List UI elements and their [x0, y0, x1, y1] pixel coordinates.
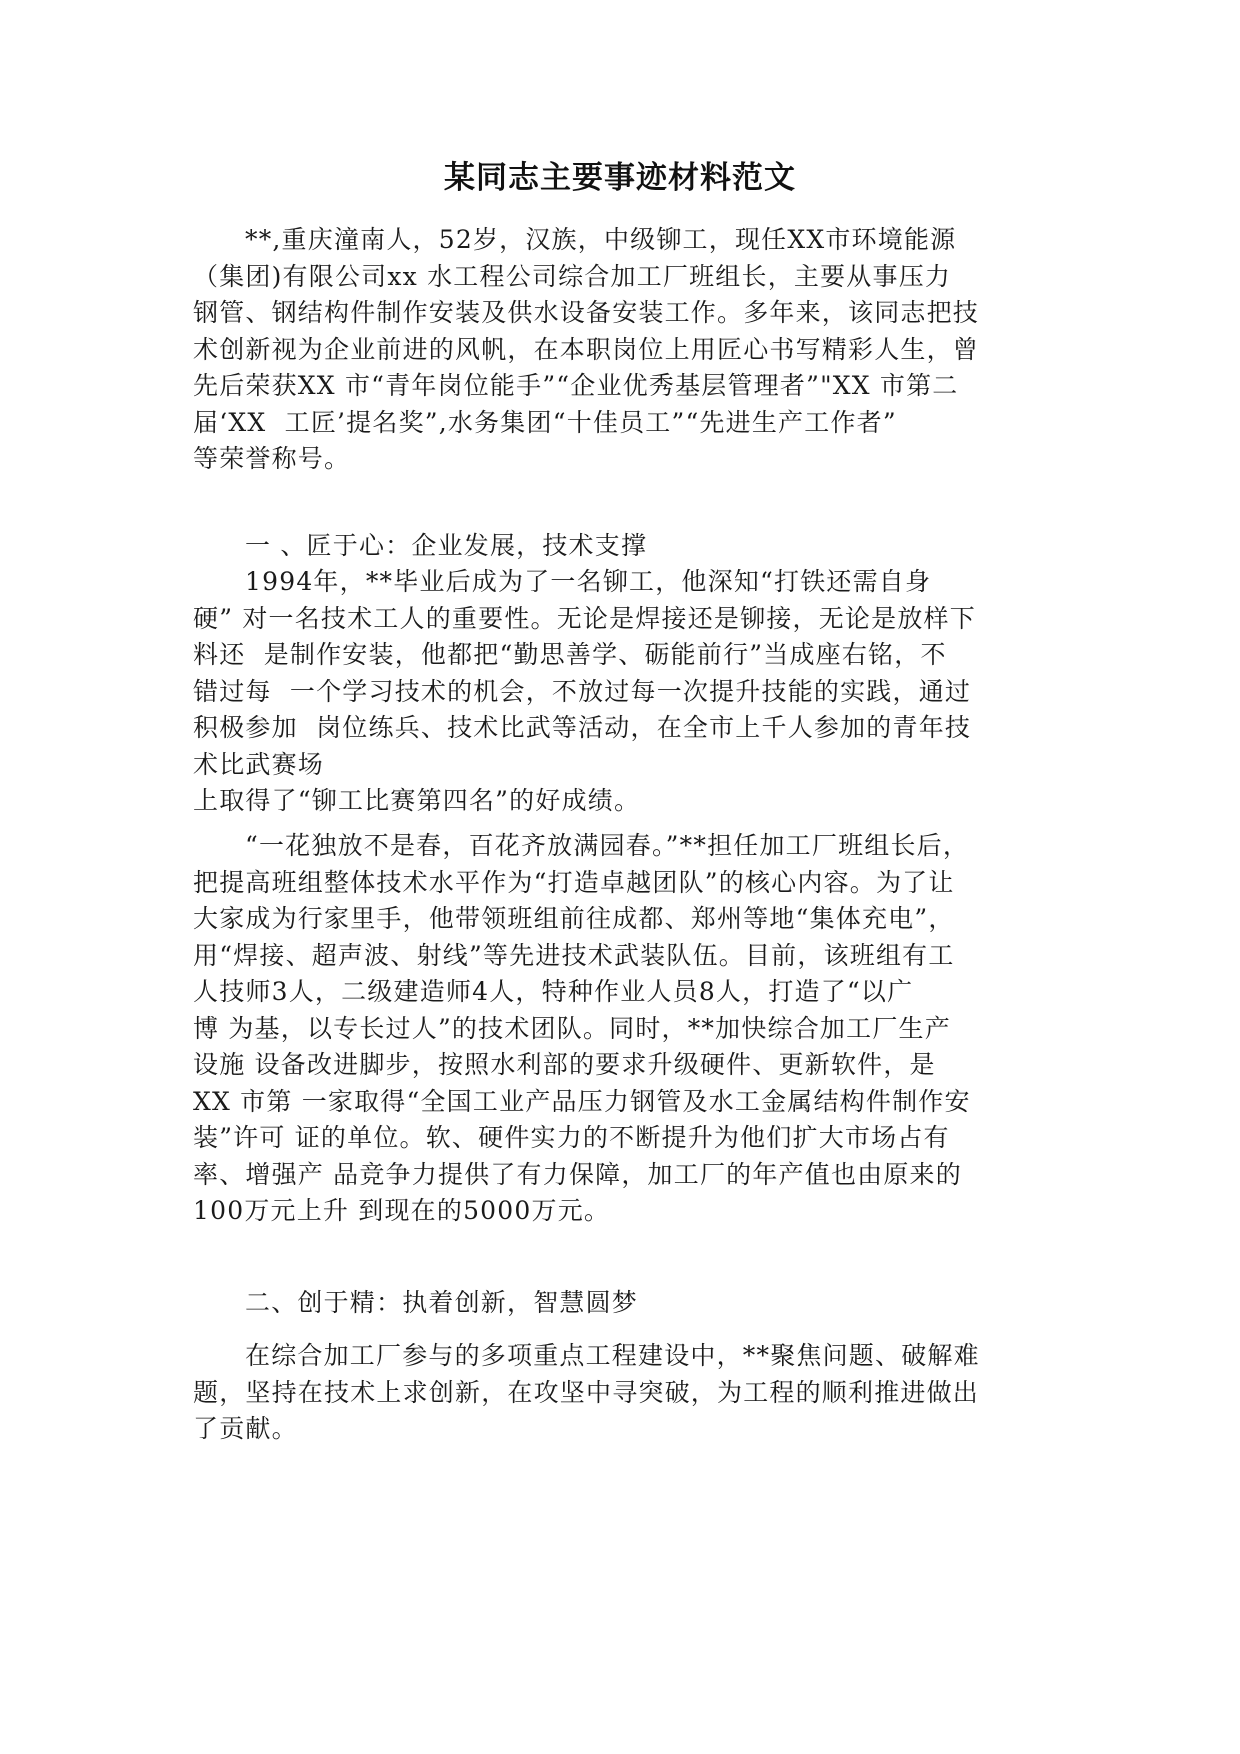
text-line: 先后荣获XX 市“青年岗位能手”“企业优秀基层管理者”"XX 市第二 — [193, 371, 959, 400]
heading-text: 二、创于精：执着创新，智慧圆梦 — [245, 1288, 639, 1317]
text-line: 大家成为行家里手，他带领班组前往成都、郑州等地“集体充电”， — [193, 904, 955, 933]
text-line: （集团)有限公司xx 水工程公司综合加工厂班组长，主要从事压力 — [193, 261, 952, 291]
section1-paragraph-2 — [193, 828, 1053, 1230]
intro-paragraph — [193, 222, 1053, 478]
text-line: 术创新视为企业前进的风帆，在本职岗位上用匠心书写精彩人生，曾 — [193, 334, 980, 364]
text-line: 人技师3人，二级建造师4人，特种作业人员8人，打造了“以广 — [193, 977, 914, 1006]
text-line: 错过每 一个学习技术的机会，不放过每一次提升技能的实践，通过 — [193, 676, 972, 706]
section-heading-2 — [193, 1285, 1053, 1322]
text-line: 上取得了“铆工比赛第四名”的好成绩。 — [193, 786, 641, 815]
text-line: 1994年，**毕业后成为了一名铆工，他深知“打铁还需自身 — [245, 567, 932, 596]
document-title: 某同志主要事迹材料范文 — [444, 160, 796, 196]
text-line: 术比武赛场 — [193, 749, 325, 779]
text-line: XX 市第 一家取得“全国工业产品压力钢管及水工金属结构件制作安 — [193, 1086, 971, 1116]
text-line: 用“焊接、超声波、射线”等先进技术武装队伍。目前，该班组有工 — [193, 940, 955, 970]
section-heading-1 — [193, 528, 1053, 565]
text-line: 等荣誉称号。 — [193, 444, 351, 473]
text-line: 率、增强产 品竞争力提供了有力保障，加工厂的年产值也由原来的 — [193, 1159, 962, 1189]
text-line: 设施 设备改进脚步，按照水利部的要求升级硬件、更新软件，是 — [193, 1050, 936, 1079]
text-line: 把提高班组整体技术水平作为“打造卓越团队”的核心内容。为了让 — [193, 867, 955, 897]
section1-paragraph-1 — [193, 564, 1053, 820]
text-line: 在综合加工厂参与的多项重点工程建设中，**聚焦问题、破解难 — [245, 1341, 980, 1370]
text-line: 了贡献。 — [193, 1414, 298, 1443]
text-line: 博 为基，以专长过人”的技术团队。同时，**加快综合加工厂生产 — [193, 1013, 951, 1043]
text-line: 料还 是制作安装，他都把“勤思善学、砺能前行”当成座右铭，不 — [193, 640, 947, 669]
section2-paragraph-1 — [193, 1338, 1053, 1448]
text-line: 届‘XX 工匠’提名奖”,水务集团“十佳员工”“先进生产工作者” — [193, 407, 897, 437]
text-line: 硬” 对一名技术工人的重要性。无论是焊接还是铆接，无论是放样下 — [193, 603, 976, 633]
text-line: 钢管、钢结构件制作安装及供水设备安装工作。多年来，该同志把技 — [193, 298, 980, 327]
heading-text: 一 、匠于心：企业发展，技术支撑 — [245, 531, 648, 560]
text-line: **,重庆潼南人，52岁，汉族，中级铆工，现任XX市环境能源 — [245, 225, 957, 254]
text-line: 积极参加 岗位练兵、技术比武等活动，在全市上千人参加的青年技 — [193, 713, 972, 742]
text-line: 装”许可 证的单位。软、硬件实力的不断提升为他们扩大市场占有 — [193, 1123, 950, 1152]
text-line: “一花独放不是春，百花齐放满园春。”**担任加工厂班组长后， — [245, 831, 970, 860]
text-line: 100万元上升 到现在的5000万元。 — [193, 1196, 611, 1225]
text-line: 题，坚持在技术上求创新，在攻坚中寻突破，为工程的顺利推进做出 — [193, 1377, 980, 1407]
